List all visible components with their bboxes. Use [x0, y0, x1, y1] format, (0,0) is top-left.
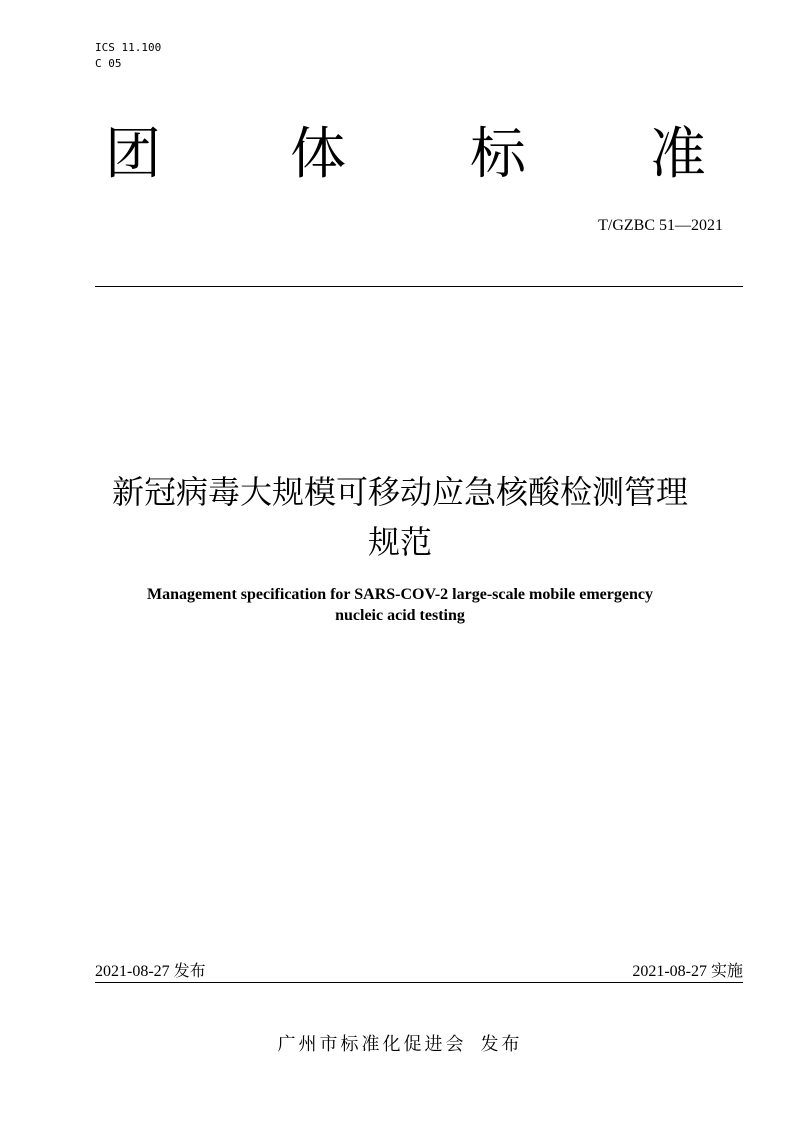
ics-code: ICS 11.100 [95, 41, 162, 54]
implementation-date: 2021-08-27 实施 [632, 963, 743, 980]
chinese-title-line-2: 规范 [367, 523, 432, 561]
chinese-title [60, 467, 740, 567]
ccs-code: C 05 [95, 57, 122, 70]
date-row [95, 958, 743, 983]
english-title [60, 584, 740, 626]
publish-date: 2021-08-27 发布 [95, 963, 206, 980]
chinese-title-line-1: 新冠病毒大规模可移动应急核酸检测管理 [111, 473, 688, 511]
standard-number: T/GZBC 51—2021 [598, 217, 723, 234]
header-divider [95, 286, 743, 287]
english-title-line-1: Management specification for SARS-COV-2 large-scale mobile emergency [147, 586, 653, 603]
standard-category-heading [95, 120, 715, 190]
category-char-2: 体 [290, 122, 346, 187]
publisher-line [0, 1030, 800, 1056]
publisher-suffix: 发布 [480, 1034, 523, 1055]
category-char-3: 标 [470, 122, 526, 187]
category-char-4: 准 [650, 122, 706, 187]
publisher-org: 广州市标准化促进会 [277, 1034, 467, 1055]
classification-codes [95, 40, 161, 72]
category-char-1: 团 [105, 122, 161, 187]
english-title-line-2: nucleic acid testing [335, 607, 465, 624]
